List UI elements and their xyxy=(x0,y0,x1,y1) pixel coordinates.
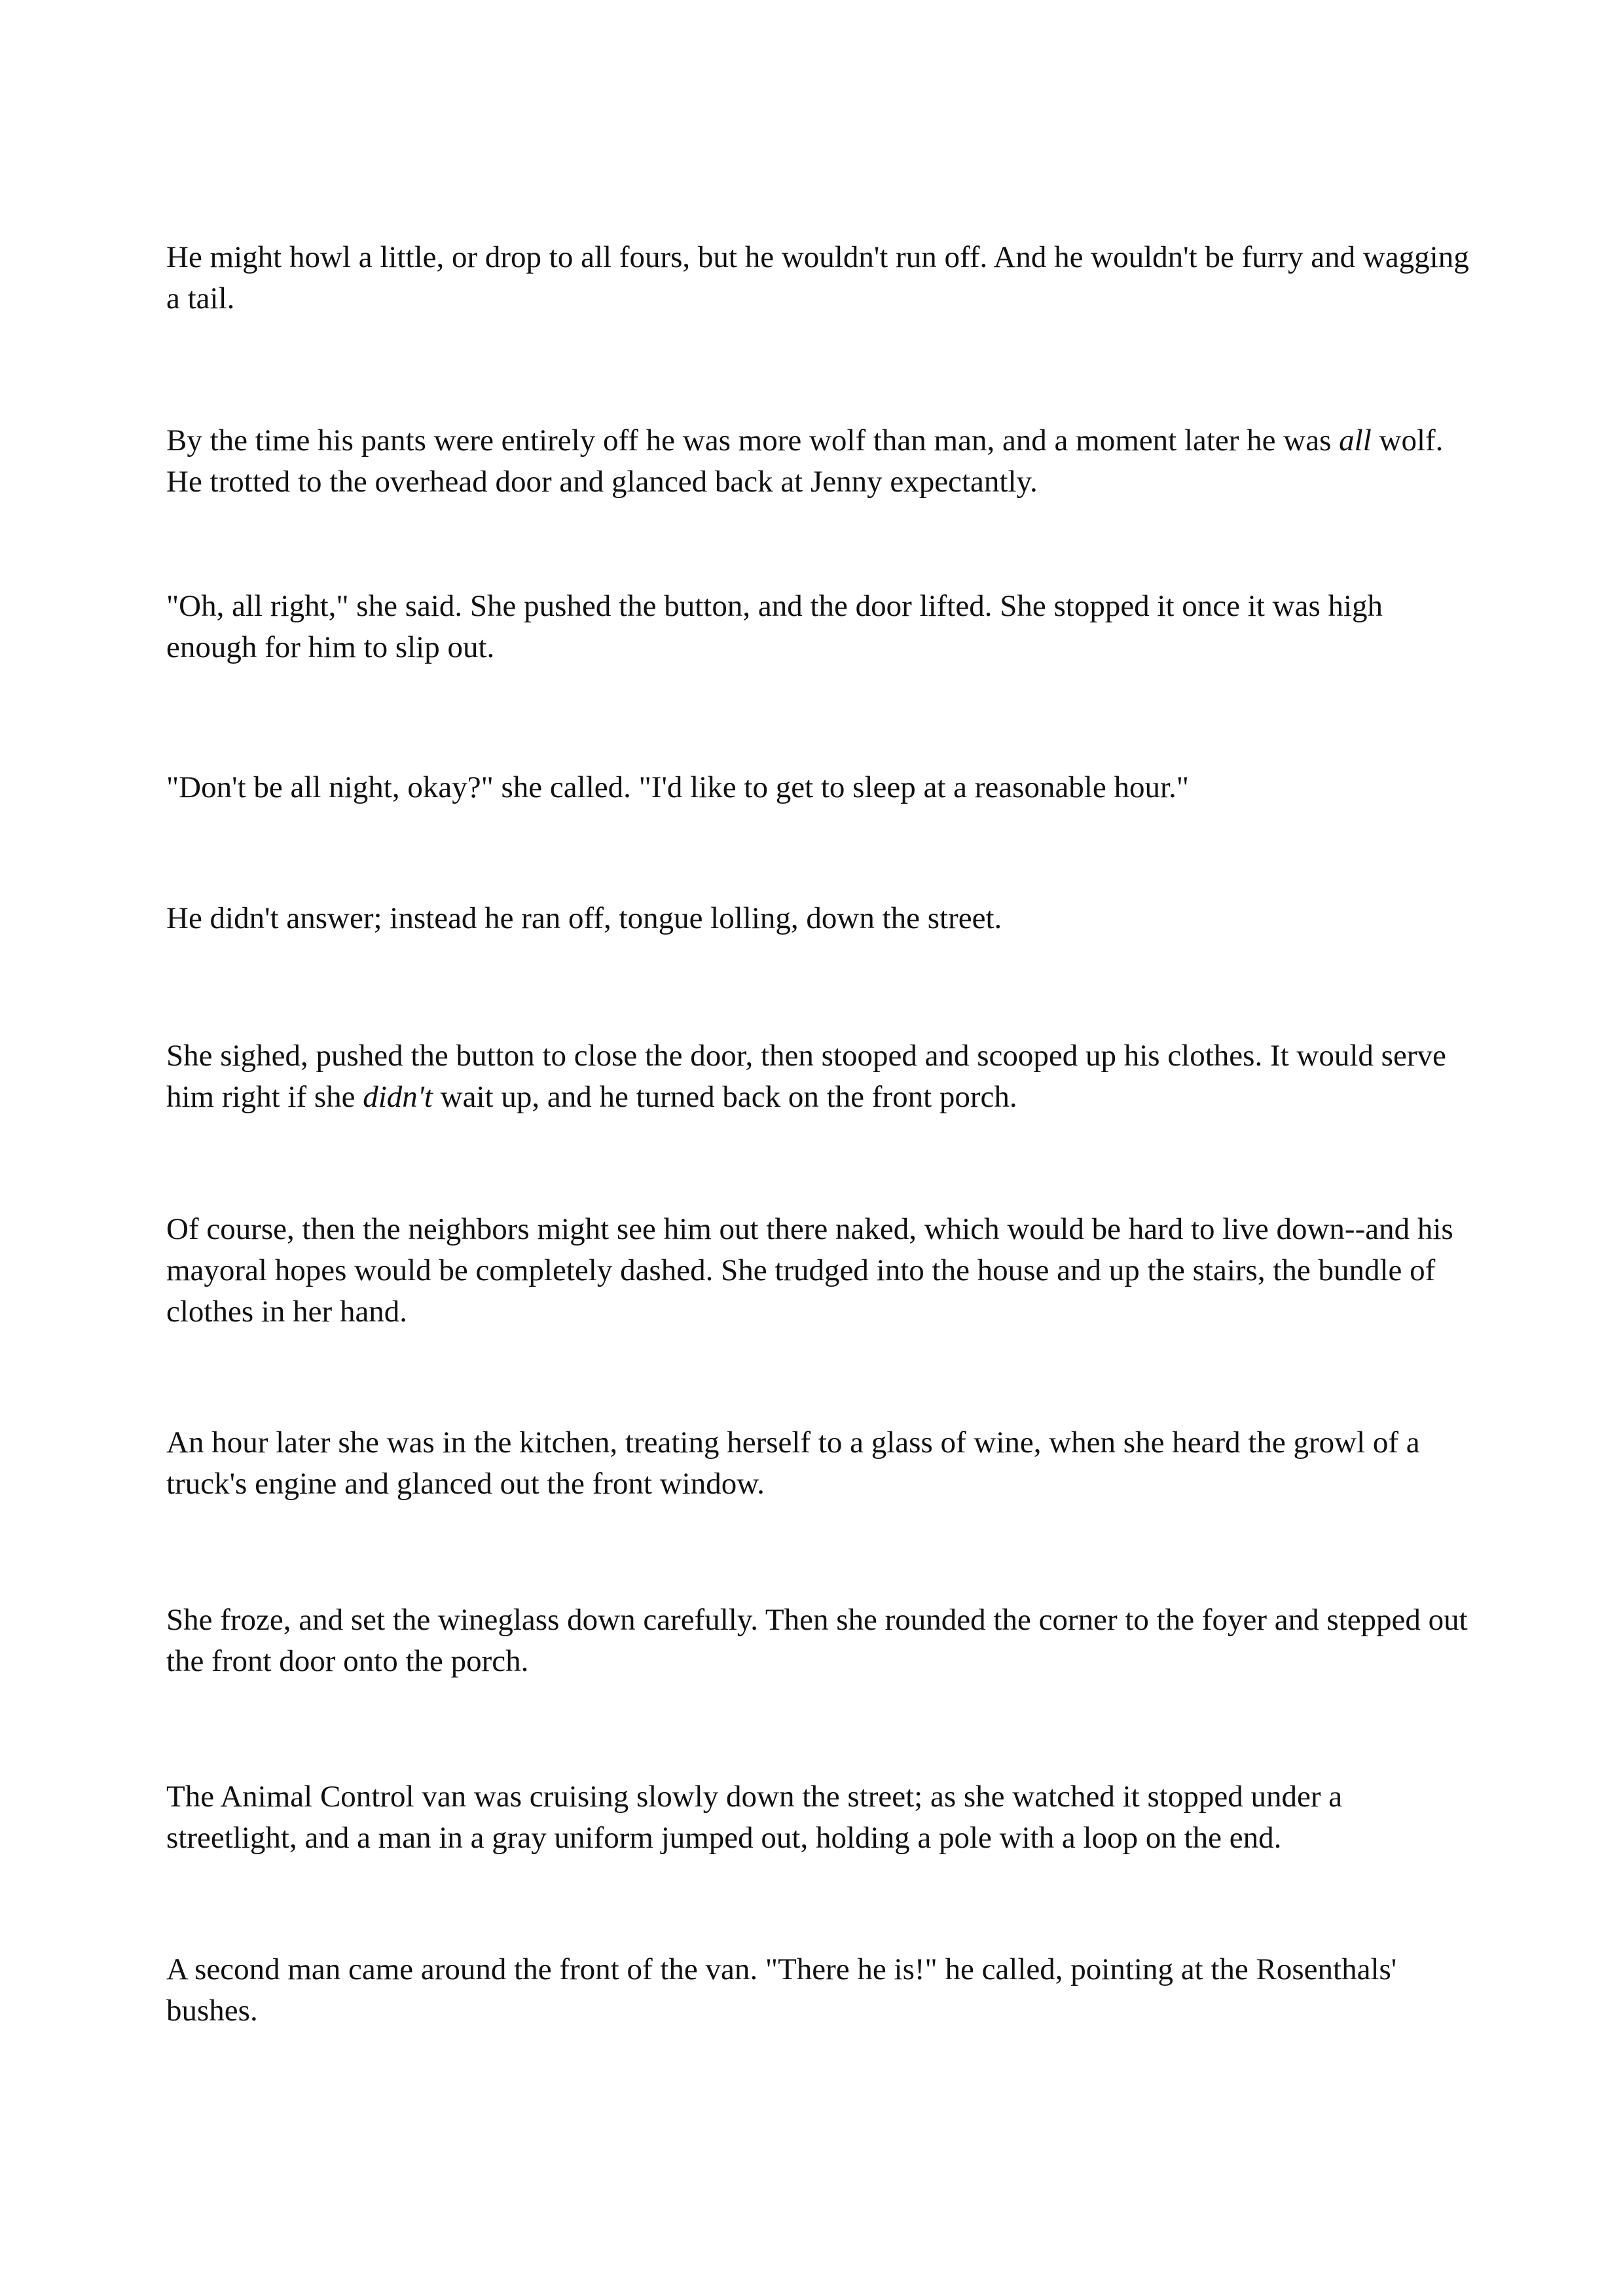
paragraph-3: "Oh, all right," she said. She pushed the button, and the door lifted. She stopped it once it was high enough for him to slip out. xyxy=(166,589,1383,664)
paragraph-11: A second man came around the front of the van. "There he is!" he called, pointing at the Rosenthals' bushes. xyxy=(166,1952,1397,2028)
paragraph-2-text-after: wolf. He trotted to the overhead door and glanced back at Jenny expectantly. xyxy=(166,423,1444,499)
paragraph-10: The Animal Control van was cruising slowly down the street; as she watched it stopped under a streetlight, and a man in a gray uniform jumped out, holding a pole with a loop on the end. xyxy=(166,1780,1343,1855)
paragraph-4: "Don't be all night, okay?" she called. "I'd like to get to sleep at a reasonable hour." xyxy=(166,770,1189,804)
paragraph-6-text-before: She sighed, pushed the button to close the door, then stooped and scooped up his clothes. It would serve him right if she xyxy=(166,1039,1446,1114)
paragraph-2-text-before: By the time his pants were entirely off he was more wolf than man, and a moment later he was xyxy=(166,423,1340,457)
paragraph-7: Of course, then the neighbors might see him out there naked, which would be hard to live down--and his mayoral hopes would be completely dashed. She trudged into the house and up the stairs, the bundle of clothes in her hand. xyxy=(166,1212,1453,1329)
paragraph-9: She froze, and set the wineglass down carefully. Then she rounded the corner to the foyer and stepped out the front door onto the porch. xyxy=(166,1603,1468,1678)
paragraph-2-italic: all xyxy=(1339,423,1372,457)
paragraph-2 xyxy=(166,420,1469,503)
paragraph-5: He didn't answer; instead he ran off, tongue lolling, down the street. xyxy=(166,901,1002,935)
paragraph-6-italic: didn't xyxy=(363,1080,433,1114)
paragraph-6 xyxy=(166,1035,1469,1118)
paragraph-8: An hour later she was in the kitchen, treating herself to a glass of wine, when she heard the growl of a truck's engine and glanced out the front window. xyxy=(166,1426,1420,1501)
paragraph-6-text-after: wait up, and he turned back on the front porch. xyxy=(432,1080,1017,1114)
paragraph-1: He might howl a little, or drop to all fours, but he wouldn't run off. And he wouldn't be furry and wagging a tail. xyxy=(166,240,1469,315)
